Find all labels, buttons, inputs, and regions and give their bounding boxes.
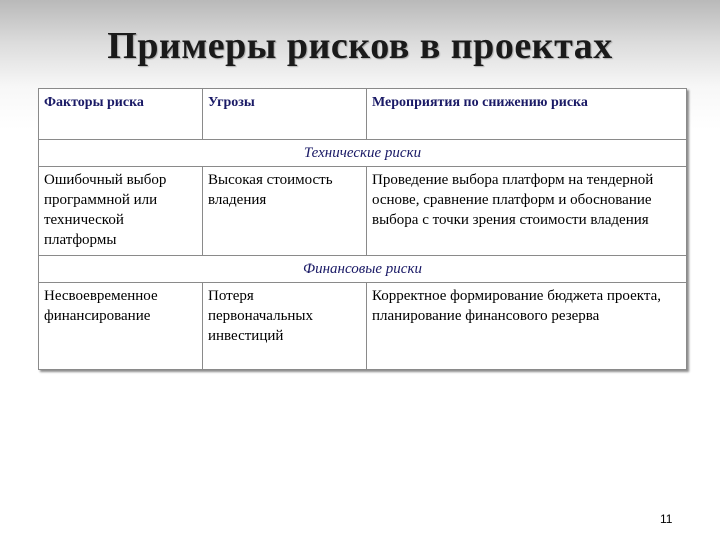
cell-measure: Проведение выбора платформ на тендерной основе, сравнение платформ и обоснование выбора с точки зрения стоимости владения	[367, 167, 687, 256]
cell-factor: Ошибочный выбор программной или технической платформы	[39, 167, 203, 256]
slide-title: Примеры рисков в проектах	[107, 25, 613, 67]
header-cell-threats	[203, 89, 367, 140]
header-threats-label: Угрозы	[208, 95, 255, 110]
header-cell-factors	[39, 89, 203, 140]
header-cell-measures	[367, 89, 687, 140]
cell-threat: Потеря первоначальных инвестиций	[203, 283, 367, 370]
cell-threat: Высокая стоимость владения	[203, 167, 367, 256]
risk-table	[38, 88, 687, 370]
header-factors-label: Факторы риска	[44, 95, 144, 110]
section-row-technical	[39, 140, 687, 167]
cell-measure: Корректное формирование бюджета проекта, планирование финансового резерва	[367, 283, 687, 370]
table-row	[39, 167, 687, 256]
table-header-row	[39, 89, 687, 140]
header-measures-label: Мероприятия по снижению риска	[372, 95, 588, 110]
table-row	[39, 283, 687, 370]
section-label-technical: Технические риски	[39, 140, 687, 167]
section-label-financial: Финансовые риски	[39, 256, 687, 283]
cell-factor: Несвоевременное финансирование	[39, 283, 203, 370]
section-row-financial	[39, 256, 687, 283]
page-number: 11	[660, 512, 673, 526]
